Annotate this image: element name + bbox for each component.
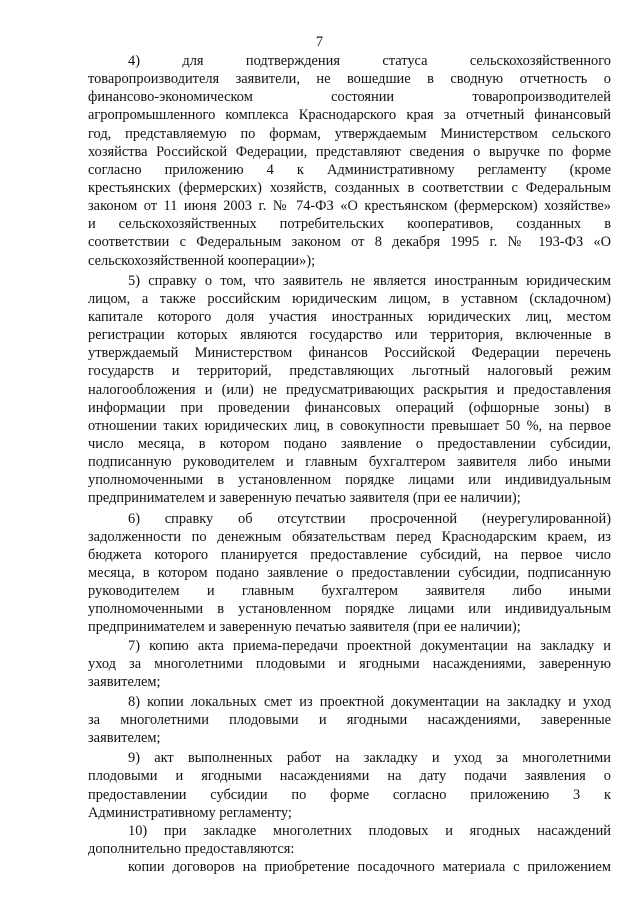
text-line: 8) копии локальных смет из проектной документации на закладку и уход (128, 693, 611, 710)
text-line: отношении таких юридических лиц, в совокупности превышает 50 %, на первое (88, 417, 611, 434)
text-line: финансово-экономическом состоянии товаропроизводителей (88, 89, 611, 106)
paragraph-item-10 (88, 822, 611, 858)
text-line: 6) справку об отсутствии просроченной (неурегулированной) (128, 510, 611, 527)
text-line: согласно приложению 4 к Административному регламенту (кроме (88, 161, 611, 178)
text-line: 5) справку о том, что заявитель не является иностранным юридическим (128, 272, 611, 289)
text-line: товаропроизводителя заявители, не вошедшие в сводную отчетность о (88, 71, 611, 88)
text-line: соответствии с Федеральным законом от 8 декабря 1995 г. № 193-ФЗ «О (88, 234, 611, 251)
paragraph-item-4 (88, 52, 611, 270)
paragraph-item-7 (88, 637, 611, 691)
text-line: месяца, в котором подано заявление о предоставлении субсидии, подписанную (88, 564, 611, 581)
paragraph-item-6 (88, 510, 611, 637)
paragraph-item-10-contracts (88, 858, 611, 876)
paragraph-item-9 (88, 749, 611, 822)
text-line: год, представляемую по формам, утверждаемым Министерством сельского (88, 125, 611, 142)
text-line: регистрации которых являются государство или территория, включенные в (88, 327, 611, 344)
page-number: 7 (315, 34, 324, 50)
text-line: лицом, а также российским юридическим лицом, в уставном (складочном) (88, 290, 611, 307)
text-line: налогообложения и (или) не предусматривающих раскрытия и предоставления (88, 381, 611, 398)
text-line: копии договоров на приобретение посадочного материала с приложением (128, 859, 611, 876)
text-line: капитале которого доля участия иностранных юридических лиц, местом (88, 308, 611, 325)
text-line: число месяца, в котором подано заявление о предоставлении субсидии, (88, 435, 611, 452)
text-line: крестьянских (фермерских) хозяйств, созданных в соответствии с Федеральным (88, 179, 611, 196)
text-line: задолженности по денежным обязательствам перед Краснодарским краем, из (88, 528, 611, 545)
text-line: Административному регламенту; (88, 804, 292, 821)
text-line: руководителем и главным бухгалтером заявителя либо иными (88, 583, 611, 600)
text-line: информации при проведении финансовых операций (офшорные зоны) в (88, 399, 611, 416)
text-line: уполномоченными в установленном порядке лицами или индивидуальным (88, 472, 611, 489)
text-line: подписанную руководителем и главным бухгалтером заявителя либо иными (88, 454, 611, 471)
text-line: предпринимателем и заверенную печатью заявителя (при ее наличии); (88, 619, 521, 636)
text-line: предпринимателем и заверенную печатью заявителя (при ее наличии); (88, 490, 521, 507)
text-line: бюджета которого планируется предоставление субсидий, на первое число (88, 546, 611, 563)
text-line: дополнительно предоставляются: (88, 841, 295, 858)
text-line: 9) акт выполненных работ на закладку и уход за многолетними (128, 750, 611, 767)
text-line: законом от 11 июня 2003 г. № 74-ФЗ «О крестьянском (фермерском) хозяйстве» (88, 198, 611, 215)
paragraph-item-5 (88, 272, 611, 508)
text-line: за многолетними плодовыми и ягодными насаждениями, заверенные (88, 712, 611, 729)
text-line: утверждаемый Министерством финансов Российской Федерации перечень (88, 345, 611, 362)
text-line: предоставлении субсидии по форме согласно приложению 3 к (88, 786, 611, 803)
paragraph-item-8 (88, 693, 611, 747)
text-line: заявителем; (88, 673, 161, 690)
text-line: государств и территорий, представляющих льготный налоговый режим (88, 363, 611, 380)
document-body (88, 52, 611, 876)
text-line: уход за многолетними плодовыми и ягодными насаждениями, заверенную (88, 655, 611, 672)
text-line: уполномоченными в установленном порядке лицами или индивидуальным (88, 601, 611, 618)
text-line: плодовыми и ягодными насаждениями на дату подачи заявления о (88, 768, 611, 785)
text-line: 4) для подтверждения статуса сельскохозяйственного (128, 53, 611, 69)
text-line: сельскохозяйственной кооперации»); (88, 252, 316, 269)
text-line: агропромышленного комплекса Краснодарского края за отчетный финансовый (88, 107, 611, 124)
text-line: 7) копию акта приема-передачи проектной документации на закладку и (128, 637, 611, 654)
text-line: 10) при закладке многолетних плодовых и ягодных насаждений (128, 822, 611, 839)
text-line: хозяйства Российской Федерации, представляют сведения о выручке по форме (88, 143, 611, 160)
text-line: и сельскохозяйственных потребительских кооперативов, созданных в (88, 216, 611, 233)
text-line: заявителем; (88, 730, 161, 747)
